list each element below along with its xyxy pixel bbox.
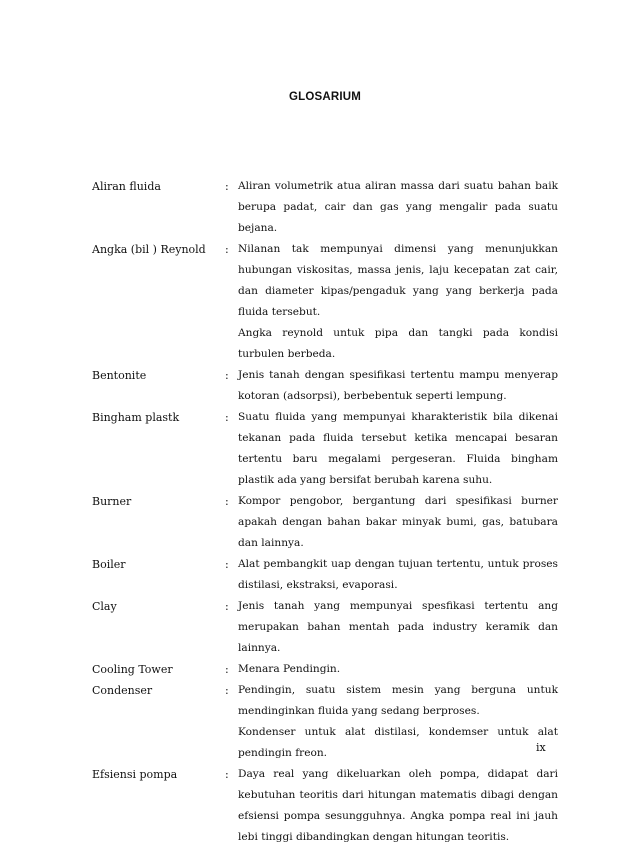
glossary-definition	[238, 554, 558, 596]
glossary-entry	[92, 764, 558, 848]
term-separator: :	[225, 411, 229, 424]
term-separator: :	[225, 684, 229, 697]
glossary-term: Cooling Tower	[92, 663, 173, 676]
glossary-definition	[238, 407, 558, 491]
glossary-term: Boiler	[92, 558, 126, 571]
glossary-list	[92, 176, 558, 848]
page-number: ix	[536, 741, 546, 754]
definition-paragraph: Kondenser untuk alat distilasi, kondemser untuk alat pendingin freon.	[238, 726, 558, 759]
glossary-definition	[238, 176, 558, 239]
glossary-definition	[238, 596, 558, 659]
term-separator: :	[225, 495, 229, 508]
page-title: GLOSARIUM	[288, 91, 362, 103]
definition-paragraph: Suatu fluida yang mempunyai kharakteristik bila dikenai tekanan pada fluida tersebut ketika mencapai besaran tertentu baru megalami pergeseran. Fluida bingham plastik ada yang bersifat berubah karena suhu.	[238, 411, 558, 486]
glossary-term: Burner	[92, 495, 132, 508]
term-separator: :	[225, 768, 229, 781]
term-separator: :	[225, 663, 229, 676]
glossary-entry	[92, 407, 558, 491]
glossary-definition	[238, 764, 558, 848]
definition-paragraph: Kompor pengobor, bergantung dari spesifikasi burner apakah dengan bahan bakar minyak bumi, gas, batubara dan lainnya.	[238, 495, 558, 549]
definition-paragraph: Angka reynold untuk pipa dan tangki pada kondisi turbulen berbeda.	[238, 327, 558, 360]
glossary-term: Clay	[92, 600, 117, 613]
glossary-term: Angka (bil ) Reynold	[92, 243, 206, 256]
glossary-entry	[92, 365, 558, 407]
definition-paragraph: Jenis tanah dengan spesifikasi tertentu mampu menyerap kotoran (adsorpsi), berbebentuk seperti lempung.	[238, 369, 558, 402]
glossary-term: Bentonite	[92, 369, 147, 382]
definition-paragraph: Nilanan tak mempunyai dimensi yang menunjukkan hubungan viskositas, massa jenis, laju kecepatan zat cair, dan diameter kipas/pengaduk yang yang berkerja pada fluida tersebut.	[238, 243, 558, 318]
definition-paragraph: Pendingin, suatu sistem mesin yang berguna untuk mendinginkan fluida yang sedang berproses.	[238, 684, 558, 717]
glossary-entry	[92, 554, 558, 596]
glossary-definition	[238, 239, 558, 365]
glossary-term: Condenser	[92, 684, 153, 697]
definition-paragraph: Jenis tanah yang mempunyai spesfikasi tertentu ang merupakan bahan mentah pada industry keramik dan lainnya.	[238, 600, 558, 654]
glossary-term: Bingham plastk	[92, 411, 180, 424]
glossary-definition	[238, 491, 558, 554]
glossary-entry	[92, 239, 558, 365]
glossary-entry	[92, 659, 558, 680]
term-separator: :	[225, 243, 229, 256]
definition-paragraph: Daya real yang dikeluarkan oleh pompa, didapat dari kebutuhan teoritis dari hitungan matematis dibagi dengan efsiensi pompa sesungguhnya. Angka pompa real ini jauh lebi tinggi dibandingkan dengan hitungan teoritis.	[238, 768, 558, 843]
term-separator: :	[225, 558, 229, 571]
definition-paragraph: Aliran volumetrik atua aliran massa dari suatu bahan baik berupa padat, cair dan gas yang mengalir pada suatu bejana.	[238, 180, 558, 234]
glossary-entry	[92, 491, 558, 554]
definition-paragraph: Alat pembangkit uap dengan tujuan tertentu, untuk proses distilasi, ekstraksi, evaporasi.	[238, 558, 558, 591]
glossary-term: Efsiensi pompa	[92, 768, 178, 781]
glossary-definition	[238, 680, 558, 764]
term-separator: :	[225, 600, 229, 613]
glossary-entry	[92, 680, 558, 764]
definition-paragraph: Menara Pendingin.	[238, 663, 341, 675]
term-separator: :	[225, 369, 229, 382]
glossary-term: Aliran fluida	[92, 180, 161, 193]
glossary-entry	[92, 596, 558, 659]
term-separator: :	[225, 180, 229, 193]
glossary-definition	[238, 365, 558, 407]
glossary-definition	[238, 659, 558, 680]
glossary-entry	[92, 176, 558, 239]
